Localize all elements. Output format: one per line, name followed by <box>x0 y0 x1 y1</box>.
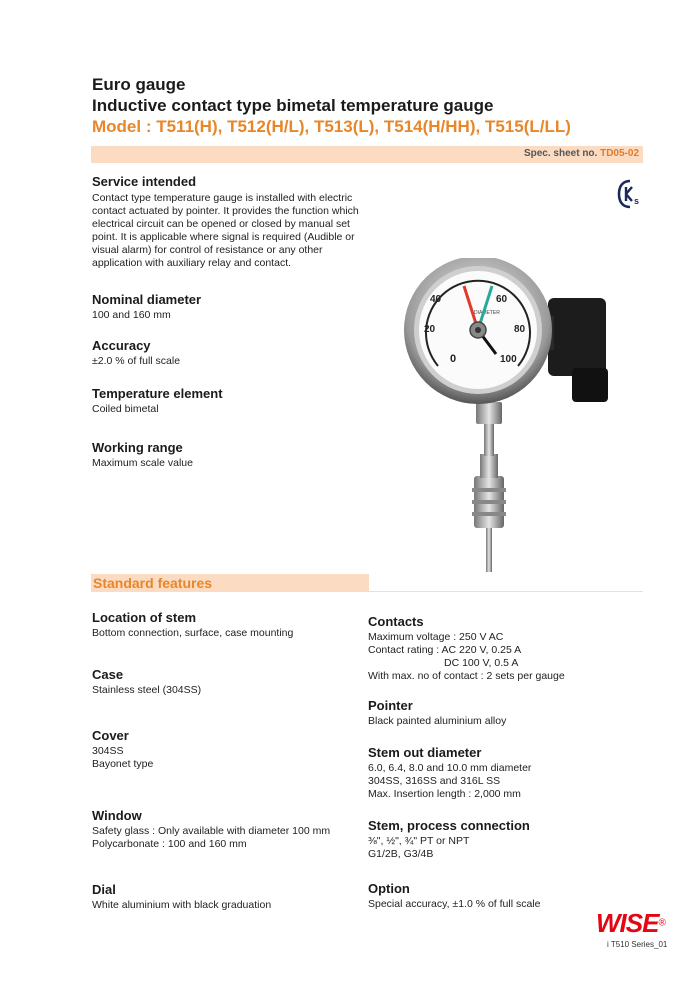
feature-cover <box>92 728 377 771</box>
feature-window <box>92 808 377 851</box>
section-title: Service intended <box>92 174 197 189</box>
feature-line: Bottom connection, surface, case mounting <box>92 627 294 639</box>
standard-features-title: Standard features <box>93 575 213 591</box>
feature-title: Stem, process connection <box>368 818 530 833</box>
feature-line: Polycarbonate : 100 and 160 mm <box>92 838 247 850</box>
section-accuracy <box>92 338 377 368</box>
section-line: Contact type temperature gauge is installed with electric <box>92 192 353 204</box>
svg-text:DIAMETER: DIAMETER <box>474 310 500 316</box>
feature-case <box>92 667 377 697</box>
feature-line: DC 100 V, 0.5 A <box>444 657 519 669</box>
feature-line: White aluminium with black graduation <box>92 899 272 911</box>
feature-contacts <box>368 614 658 683</box>
section-title: Working range <box>92 440 183 455</box>
feature-location-of-stem <box>92 610 377 640</box>
feature-line: 304SS, 316SS and 316L SS <box>368 775 501 787</box>
gauge-product-image <box>400 258 630 576</box>
section-line: 100 and 160 mm <box>92 309 171 321</box>
feature-title: Pointer <box>368 698 413 713</box>
feature-line: Contact rating : AC 220 V, 0.25 A <box>368 644 522 656</box>
feature-stem-out-diameter <box>368 745 658 801</box>
feature-line: G1/2B, G3/4B <box>368 848 434 860</box>
feature-line: Maximum voltage : 250 V AC <box>368 631 504 643</box>
registered-mark: ® <box>658 917 666 929</box>
feature-title: Cover <box>92 728 129 743</box>
feature-line: Special accuracy, ±1.0 % of full scale <box>368 898 541 910</box>
section-title: Temperature element <box>92 386 223 401</box>
feature-line: 6.0, 6.4, 8.0 and 10.0 mm diameter <box>368 762 532 774</box>
feature-title: Location of stem <box>92 610 197 625</box>
feature-line: Black painted aluminium alloy <box>368 715 507 727</box>
feature-stem-process-connection <box>368 818 658 861</box>
svg-text:0: 0 <box>450 353 457 365</box>
svg-text:s: s <box>634 196 640 206</box>
feature-title: Option <box>368 881 410 896</box>
feature-line: Bayonet type <box>92 758 154 770</box>
section-line: point. It is applicable where signal is required (Audible or <box>92 231 355 243</box>
svg-text:80: 80 <box>514 324 526 335</box>
feature-line: ⅜", ½", ¾" PT or NPT <box>368 835 470 847</box>
spec-bar <box>91 146 643 163</box>
feature-line: With max. no of contact : 2 sets per gauge <box>368 670 565 682</box>
standard-features-header <box>91 574 369 592</box>
feature-title: Stem out diameter <box>368 745 482 760</box>
section-service-intended <box>92 174 377 270</box>
kc-certification-icon <box>616 179 644 209</box>
section-line: Maximum scale value <box>92 457 193 469</box>
feature-line: Safety glass : Only available with diameter 100 mm <box>92 825 331 837</box>
feature-title: Case <box>92 667 124 682</box>
feature-title: Window <box>92 808 142 823</box>
section-line: ±2.0 % of full scale <box>92 355 181 367</box>
section-working-range <box>92 440 377 470</box>
spec-label: Spec. sheet no. <box>523 148 598 159</box>
section-line: application with auxiliary relay and contact. <box>92 257 292 269</box>
model-line: Model : T511(H), T512(H/L), T513(L), T514(H/HH), T515(L/LL) <box>92 117 571 136</box>
section-line: electrical circuit can be opened or closed by manual set <box>92 218 350 230</box>
feature-option <box>368 881 658 911</box>
svg-text:60: 60 <box>496 294 508 305</box>
feature-line: 304SS <box>92 745 124 757</box>
feature-pointer <box>368 698 658 728</box>
section-nominal-diameter <box>92 292 377 322</box>
standard-features-divider <box>369 591 643 592</box>
feature-title: Dial <box>92 882 116 897</box>
wise-logo <box>596 908 666 939</box>
section-line: Coiled bimetal <box>92 403 159 415</box>
feature-line: Stainless steel (304SS) <box>92 684 202 696</box>
section-title: Accuracy <box>92 338 151 353</box>
feature-dial <box>92 882 377 912</box>
footer-series: i T510 Series_01 <box>607 940 668 949</box>
spec-code: TD05-02 <box>600 148 639 159</box>
section-title: Nominal diameter <box>92 292 202 307</box>
doc-title-line1: Euro gauge <box>92 75 186 94</box>
feature-line: Max. Insertion length : 2,000 mm <box>368 788 521 800</box>
feature-title: Contacts <box>368 614 424 629</box>
section-line: visual alarm) for control of resistance or any other <box>92 244 323 256</box>
spec-sheet-number <box>524 148 639 159</box>
doc-title-line2: Inductive contact type bimetal temperature gauge <box>92 96 494 115</box>
svg-text:20: 20 <box>424 324 436 335</box>
logo-text: WISE <box>596 908 659 938</box>
section-temperature-element <box>92 386 377 416</box>
svg-text:100: 100 <box>500 354 517 365</box>
svg-text:40: 40 <box>430 294 442 305</box>
section-line: contact actuated by pointer. It provides the function which <box>92 205 359 217</box>
